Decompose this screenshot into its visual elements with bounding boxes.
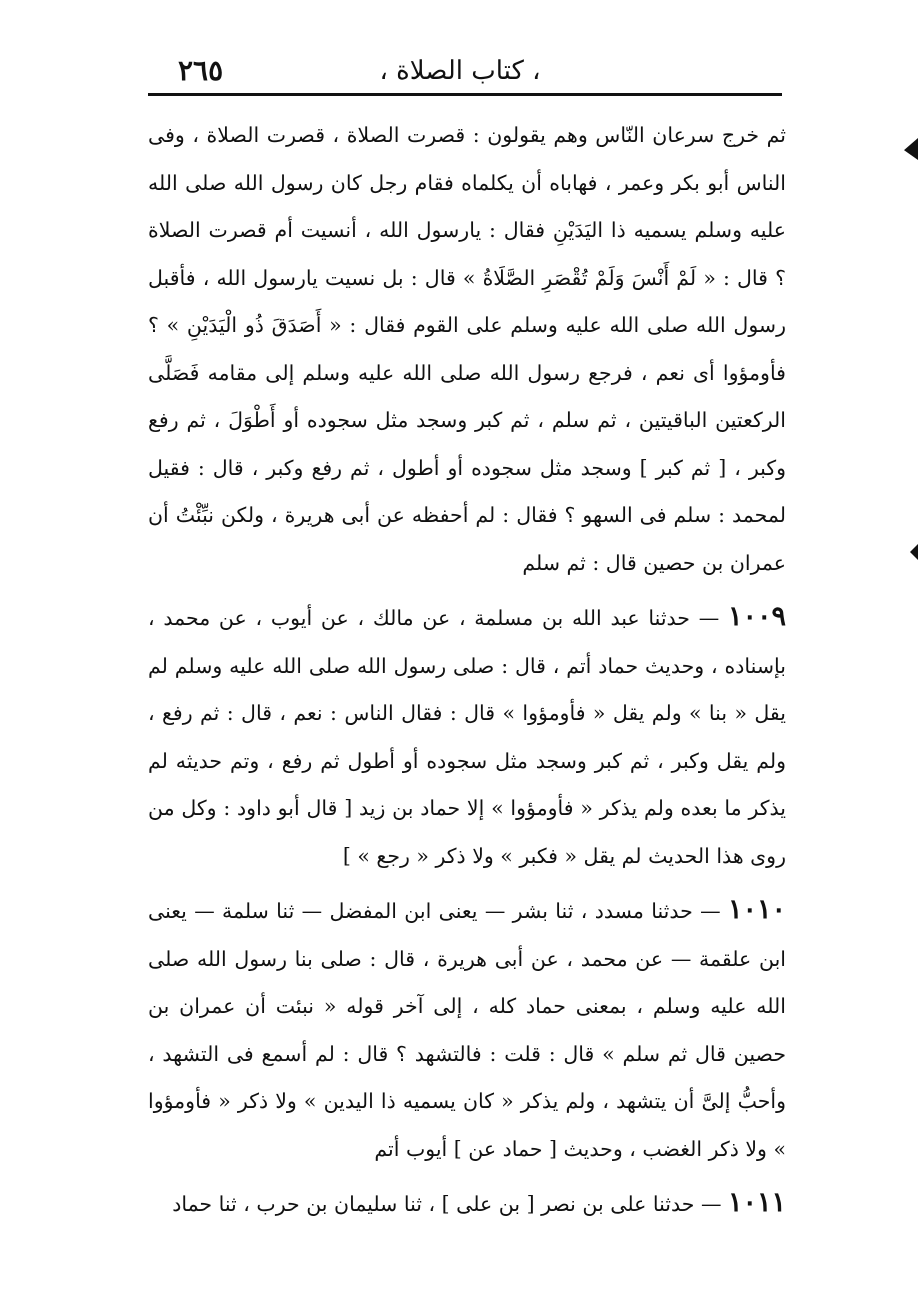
header-rule bbox=[148, 93, 782, 96]
margin-mark bbox=[904, 138, 918, 160]
hadith-number: ١٠٠٩ bbox=[727, 601, 786, 632]
hadith-number: ١٠١١ bbox=[727, 1187, 786, 1218]
margin-mark bbox=[910, 544, 918, 560]
hadith-1009 bbox=[148, 593, 786, 880]
hadith-1010 bbox=[148, 886, 786, 1173]
body-text bbox=[148, 112, 786, 1229]
hadith-1011 bbox=[148, 1179, 786, 1229]
paragraph-text: ثم خرج سرعان النّاس وهم يقولون : قصرت الصلاة ، قصرت الصلاة ، وفى الناس أبو بكر وعمر ، فهاباه أن يكلماه فقام رجل كان رسول الله صلى الله عليه وسلم يسميه ذا اليَدَيْنِ فقال : يارسول الله ، أنسيت أم قصرت الصلاة ؟ قال : « لَمْ أَنْسَ وَلَمْ تُقْصَرِ الصَّلَاةُ » قال : بل نسيت يارسول الله ، فأقبل رسول الله صلى الله عليه وسلم على القوم فقال : « أَصَدَقَ ذُو الْيَدَيْنِ » ؟ فأومؤوا أى نعم ، فرجع رسول الله صلى الله عليه وسلم إلى مقامه فَصَلَّى الركعتين الباقيتين ، ثم سلم ، ثم كبر وسجد مثل سجوده أو أَطْوَلَ ، ثم رفع وكبر ، [ ثم كبر ] وسجد مثل سجوده أو أطول ، ثم رفع وكبر ، قال : فقيل لمحمد : سلم فى السهو ؟ فقال : لم أحفظه عن أبى هريرة ، ولكن نبِّئْتُ أن عمران بن حصين قال : ثم سلم bbox=[148, 123, 786, 575]
paragraph-text: — حدثنا مسدد ، ثنا بشر — يعنى ابن المفضل — ثنا سلمة — يعنى ابن علقمة — عن محمد ، عن أبى هريرة ، قال : صلى بنا رسول الله صلى الله عليه وسلم ، بمعنى حماد كله ، إلى آخر قوله « نبئت أن عمران بن حصين قال ثم سلم » قال : قلت : فالتشهد ؟ قال : لم أسمع فى التشهد ، وأحبُّ إلىَّ أن يتشهد ، ولم يذكر « كان يسميه ذا اليدين » ولا ذكر « فأومؤوا » ولا ذكر الغضب ، وحديث [ حماد عن ] أيوب أتم bbox=[148, 899, 786, 1161]
hadith-number: ١٠١٠ bbox=[727, 894, 786, 925]
paragraph-text: — حدثنا على بن نصر [ بن على ] ، ثنا سليمان بن حرب ، ثنا حماد bbox=[172, 1192, 722, 1216]
paragraph-text: — حدثنا عبد الله بن مسلمة ، عن مالك ، عن أيوب ، عن محمد ، بإسناده ، وحديث حماد أتم ، قال : صلى رسول الله صلى الله عليه وسلم لم يقل « بنا » ولم يقل « فأومؤوا » قال : فقال الناس : نعم ، قال : ثم رفع ، ولم يقل وكبر ، ثم كبر وسجد مثل سجوده أو أطول ثم رفع ، وتم حديثه لم يذكر ما بعده ولم يذكر « فأومؤوا » إلا حماد بن زيد [ قال أبو داود : وكل من روى هذا الحديث لم يقل « فكبر » ولا ذكر « رجع » ] bbox=[148, 606, 786, 868]
page-number: ٢٦٥ bbox=[178, 54, 224, 87]
running-title: ، كتاب الصلاة ، bbox=[379, 56, 541, 86]
paragraph-continuation bbox=[148, 112, 786, 587]
